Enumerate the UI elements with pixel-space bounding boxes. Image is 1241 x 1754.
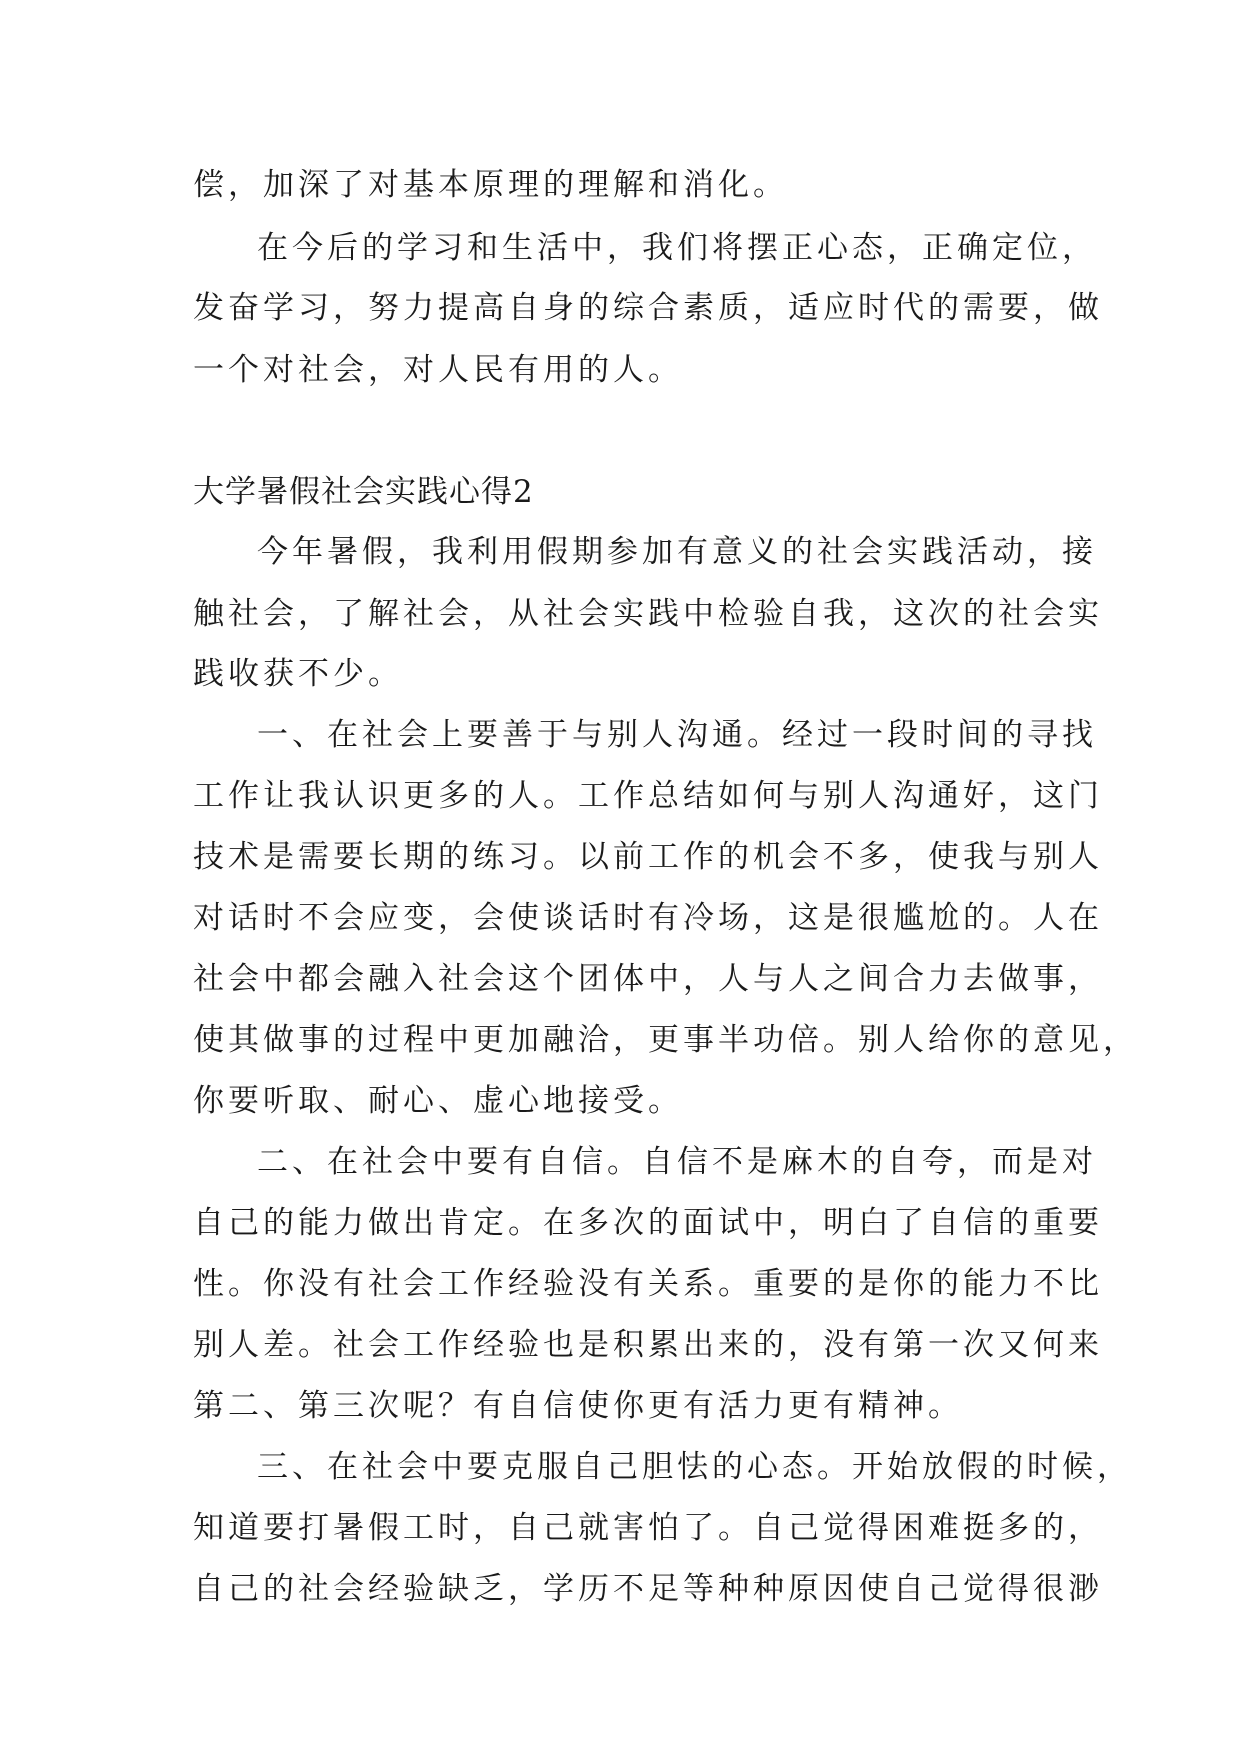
text-line: 偿，加深了对基本原理的理解和消化。: [193, 167, 788, 203]
text-line: 触社会，了解社会，从社会实践中检验自我，这次的社会实: [193, 596, 1103, 632]
text-line: 自己的能力做出肯定。在多次的面试中，明白了自信的重要: [193, 1205, 1103, 1241]
text-line: 技术是需要长期的练习。以前工作的机会不多，使我与别人: [193, 839, 1103, 875]
text-line: 工作让我认识更多的人。工作总结如何与别人沟通好，这门: [193, 778, 1103, 814]
text-line: 知道要打暑假工时，自己就害怕了。自己觉得困难挺多的，: [193, 1510, 1103, 1546]
text-line: 你要听取、耐心、虚心地接受。: [193, 1083, 683, 1119]
text-line: 二、在社会中要有自信。自信不是麻木的自夸，而是对: [257, 1144, 1097, 1180]
text-line: 发奋学习，努力提高自身的综合素质，适应时代的需要，做: [193, 290, 1103, 326]
text-line: 一、在社会上要善于与别人沟通。经过一段时间的寻找: [257, 717, 1097, 753]
text-line: 一个对社会，对人民有用的人。: [193, 352, 683, 388]
text-line: 别人差。社会工作经验也是积累出来的，没有第一次又何来: [193, 1327, 1103, 1363]
text-line: 社会中都会融入社会这个团体中，人与人之间合力去做事，: [193, 961, 1103, 997]
text-line: 使其做事的过程中更加融洽，更事半功倍。别人给你的意见，: [193, 1022, 1138, 1058]
text-line: 今年暑假，我利用假期参加有意义的社会实践活动，接: [257, 534, 1097, 570]
text-line: 三、在社会中要克服自己胆怯的心态。开始放假的时候，: [257, 1449, 1132, 1485]
text-line: 性。你没有社会工作经验没有关系。重要的是你的能力不比: [193, 1266, 1103, 1302]
text-line: 践收获不少。: [193, 656, 403, 692]
text-line: 第二、第三次呢？有自信使你更有活力更有精神。: [193, 1388, 963, 1424]
text-line: 自己的社会经验缺乏，学历不足等种种原因使自己觉得很渺: [193, 1571, 1103, 1607]
text-line: 在今后的学习和生活中，我们将摆正心态，正确定位，: [257, 230, 1097, 266]
text-line: 对话时不会应变，会使谈话时有冷场，这是很尴尬的。人在: [193, 900, 1103, 936]
section-heading: 大学暑假社会实践心得2: [193, 474, 534, 510]
